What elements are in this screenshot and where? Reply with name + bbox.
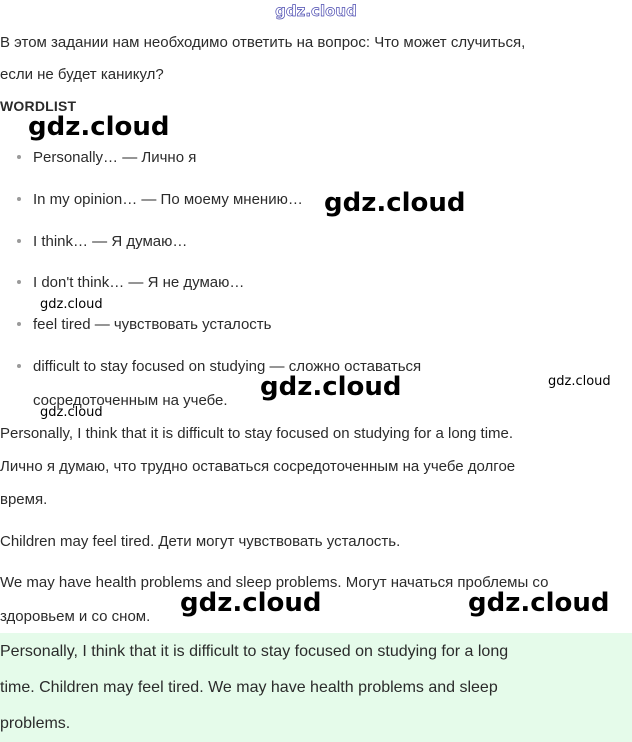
wordlist-heading: WORDLIST bbox=[0, 98, 77, 114]
intro-line-2: если не будет каникул? bbox=[0, 66, 164, 83]
answer-line-2: time. Children may feel tired. We may have health problems and sleep bbox=[0, 679, 498, 696]
paragraph-2: Children may feel tired. Дети могут чувствовать усталость. bbox=[0, 533, 401, 550]
answer-box bbox=[0, 633, 632, 742]
watermark-logo: gdz.cloud bbox=[548, 374, 611, 389]
paragraph-3-line-2: здоровьем и со сном. bbox=[0, 608, 151, 625]
bullet-icon bbox=[17, 155, 21, 159]
bullet-icon bbox=[17, 364, 21, 368]
watermark-logo: gdz.cloud bbox=[324, 188, 466, 218]
watermark-logo: gdz.cloud bbox=[40, 405, 103, 420]
paragraph-3-line-1: We may have health problems and sleep problems. Могут начаться проблемы со bbox=[0, 574, 549, 591]
intro-line-1: В этом задании нам необходимо ответить на вопрос: Что может случиться, bbox=[0, 34, 526, 51]
watermark-logo: gdz.cloud bbox=[28, 112, 170, 142]
watermark-logo: gdz.cloud bbox=[40, 297, 103, 312]
wordlist-item-text: Personally… — Лично я bbox=[33, 149, 197, 166]
bullet-icon bbox=[17, 322, 21, 326]
paragraph-russian-1-line-2: время. bbox=[0, 491, 48, 508]
bullet-icon bbox=[17, 239, 21, 243]
wordlist-item-text: In my opinion… — По моему мнению… bbox=[33, 191, 303, 208]
wordlist-item-text: difficult to stay focused on studying — сложно оставаться bbox=[33, 358, 422, 375]
watermark-logo: gdz.cloud bbox=[468, 588, 610, 618]
bullet-icon bbox=[17, 197, 21, 201]
wordlist-item-text: I don't think… — Я не думаю… bbox=[33, 274, 245, 291]
wordlist-item-text-continued: сосредоточенным на учебе. bbox=[33, 392, 228, 409]
wordlist-item-text: I think… — Я думаю… bbox=[33, 233, 188, 250]
bullet-icon bbox=[17, 280, 21, 284]
answer-line-3: problems. bbox=[0, 715, 71, 732]
paragraph-english-1: Personally, I think that it is difficult to stay focused on studying for a long time. bbox=[0, 425, 514, 442]
wordlist-item-text: feel tired — чувствовать усталость bbox=[33, 316, 272, 333]
site-logo: gdz.cloud bbox=[275, 2, 357, 20]
watermark-logo: gdz.cloud bbox=[260, 372, 402, 402]
answer-line-1: Personally, I think that it is difficult to stay focused on studying for a long bbox=[0, 643, 509, 660]
watermark-logo: gdz.cloud bbox=[180, 588, 322, 618]
paragraph-russian-1-line-1: Лично я думаю, что трудно оставаться сосредоточенным на учебе долгое bbox=[0, 458, 516, 475]
